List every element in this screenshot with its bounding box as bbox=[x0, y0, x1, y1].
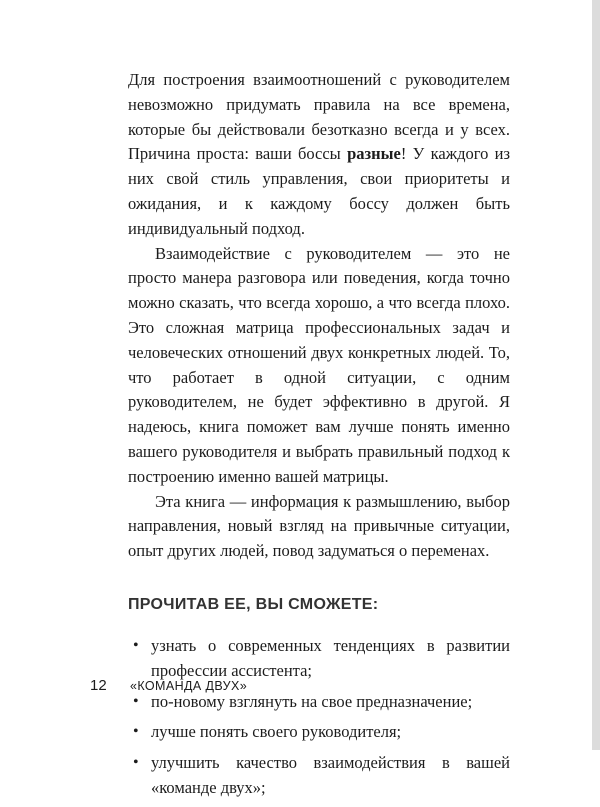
list-item bbox=[128, 751, 510, 801]
emphasis-different: разные bbox=[347, 144, 401, 164]
page-footer bbox=[90, 677, 247, 694]
paragraph-intro-text: Для построения взаимоотношений с руководителем невозможно придумать правила на все времена, которые бы действовали безотказно всегда и у всех. Причина проста: ваши боссы bbox=[128, 70, 510, 164]
paragraph-book-purpose: Эта книга — информация к размышлению, выбор направления, новый взгляд на привычные ситуации, опыт других людей, повод задуматься о переменах. bbox=[128, 491, 510, 561]
page-edge-shadow bbox=[592, 0, 600, 750]
list-item-text: лучше понять своего руководителя; bbox=[151, 722, 402, 742]
paragraph-intro bbox=[128, 68, 510, 242]
bullet-icon: • bbox=[133, 754, 139, 772]
bullet-icon: • bbox=[133, 723, 139, 741]
section-heading: ПРОЧИТАВ ЕЕ, ВЫ СМОЖЕТЕ: bbox=[128, 595, 379, 613]
page-body bbox=[128, 68, 510, 807]
running-title: «КОМАНДА ДВУХ» bbox=[130, 679, 248, 693]
bullet-icon: • bbox=[133, 692, 139, 710]
page-number: 12 bbox=[90, 677, 107, 694]
list-item-text: узнать о современных тенденциях в развитии профессии ассистента; bbox=[151, 635, 510, 680]
paragraph-intro-text-end: ! У каждого из них свой стиль управления, свои приоритеты и ожидания, и к каждому боссу должен быть индивидуальный подход. bbox=[128, 144, 510, 238]
paragraph-interaction: Взаимодействие с руководителем — это не просто манера разговора или поведения, когда точно можно сказать, что всегда хорошо, а что всегда плохо. Это сложная матрица профессиональных задач и человеческих отношений двух конкретных людей. То, что работает в одной ситуации, с одним руководителем, не будет эффективно в другой. Я надеюсь, книга поможет вам лучше понять именно вашего руководителя и выбрать правильный подход к построению именно вашей матрицы. bbox=[128, 243, 510, 486]
list-item-text: улучшить качество взаимодействия в вашей «команде двух»; bbox=[151, 753, 510, 797]
benefits-list bbox=[128, 634, 510, 801]
list-item bbox=[128, 720, 510, 745]
list-item-text: по-новому взглянуть на свое предназначение; bbox=[151, 691, 473, 711]
bullet-icon: • bbox=[133, 636, 139, 654]
